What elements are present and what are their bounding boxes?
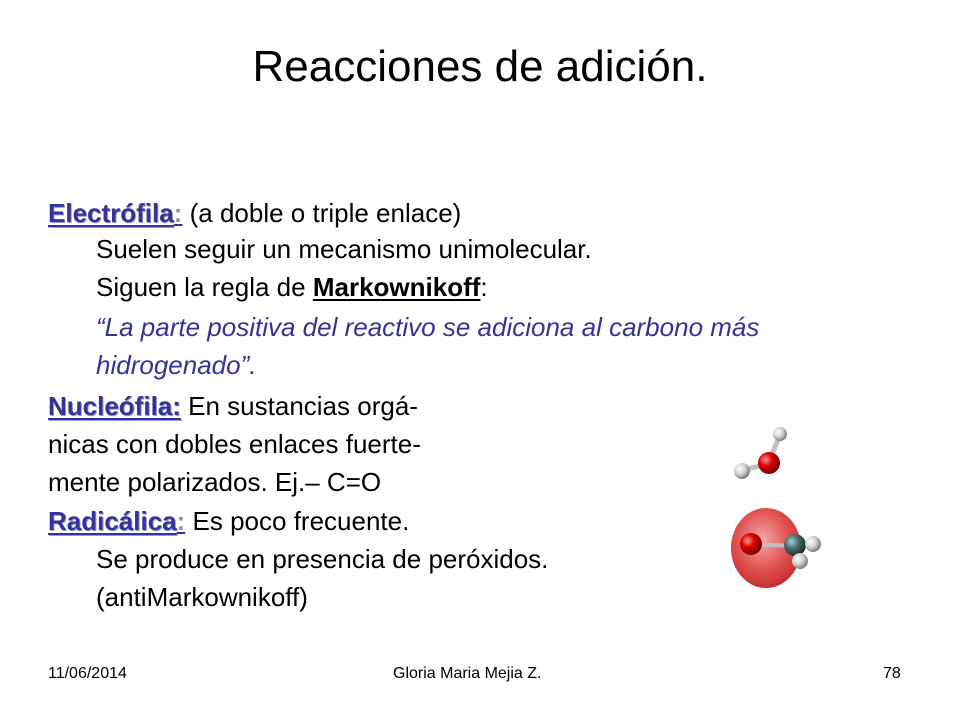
rule-suffix: : (480, 272, 488, 302)
carbonyl-molecule (731, 508, 821, 588)
footer-page-number: 78 (883, 665, 901, 682)
molecule-illustration (654, 398, 908, 600)
footer-author: Gloria Maria Mejia Z. (393, 665, 542, 682)
nucleofila-text-3: mente polarizados. Ej.– C=O (48, 467, 382, 497)
markownikoff-rule-name: Markownikoff (312, 272, 481, 302)
nucleofila-text-2: nicas con dobles enlaces fuerte- (48, 429, 421, 459)
radicalica-note: Es poco frecuente. (185, 506, 410, 536)
rule-prefix: Siguen la regla de (96, 272, 313, 302)
electrofila-line-2 (96, 270, 488, 304)
molecule-animation-image (654, 398, 908, 600)
carbon-atom-icon (784, 534, 806, 556)
hydrogen-atom-icon (792, 553, 808, 569)
radicalica-term: Radicálica (48, 506, 177, 536)
radicalica-colon: : (176, 506, 186, 536)
water-molecule (734, 427, 787, 479)
electrofila-heading-line (48, 196, 461, 230)
slide-title: Reacciones de adición. (252, 42, 708, 91)
electrofila-note: (a doble o triple enlace) (182, 198, 462, 228)
electrofila-line-1: Suelen seguir un mecanismo unimolecular. (96, 234, 592, 264)
nucleofila-text-1: En sustancias orgá- (180, 391, 418, 421)
radicalica-line-2: (antiMarkownikoff) (96, 582, 308, 612)
hydrogen-atom-icon (734, 463, 750, 479)
radicalica-line-1: Se produce en presencia de peróxidos. (96, 544, 549, 574)
markownikoff-quote-line-2: hidrogenado”. (96, 350, 257, 380)
markownikoff-quote-line-1: “La parte positiva del reactivo se adiciona al carbono más (96, 312, 760, 342)
radicalica-heading-line (48, 504, 409, 538)
hydrogen-atom-icon (773, 427, 787, 441)
electrofila-colon: : (173, 198, 183, 228)
oxygen-atom-icon (740, 533, 762, 555)
nucleofila-heading-line (48, 389, 418, 423)
electrofila-term: Electrófila (48, 198, 174, 228)
footer-date: 11/06/2014 (48, 665, 127, 682)
nucleofila-term: Nucleófila: (48, 391, 181, 421)
oxygen-atom-icon (758, 452, 780, 474)
hydrogen-atom-icon (805, 536, 821, 552)
